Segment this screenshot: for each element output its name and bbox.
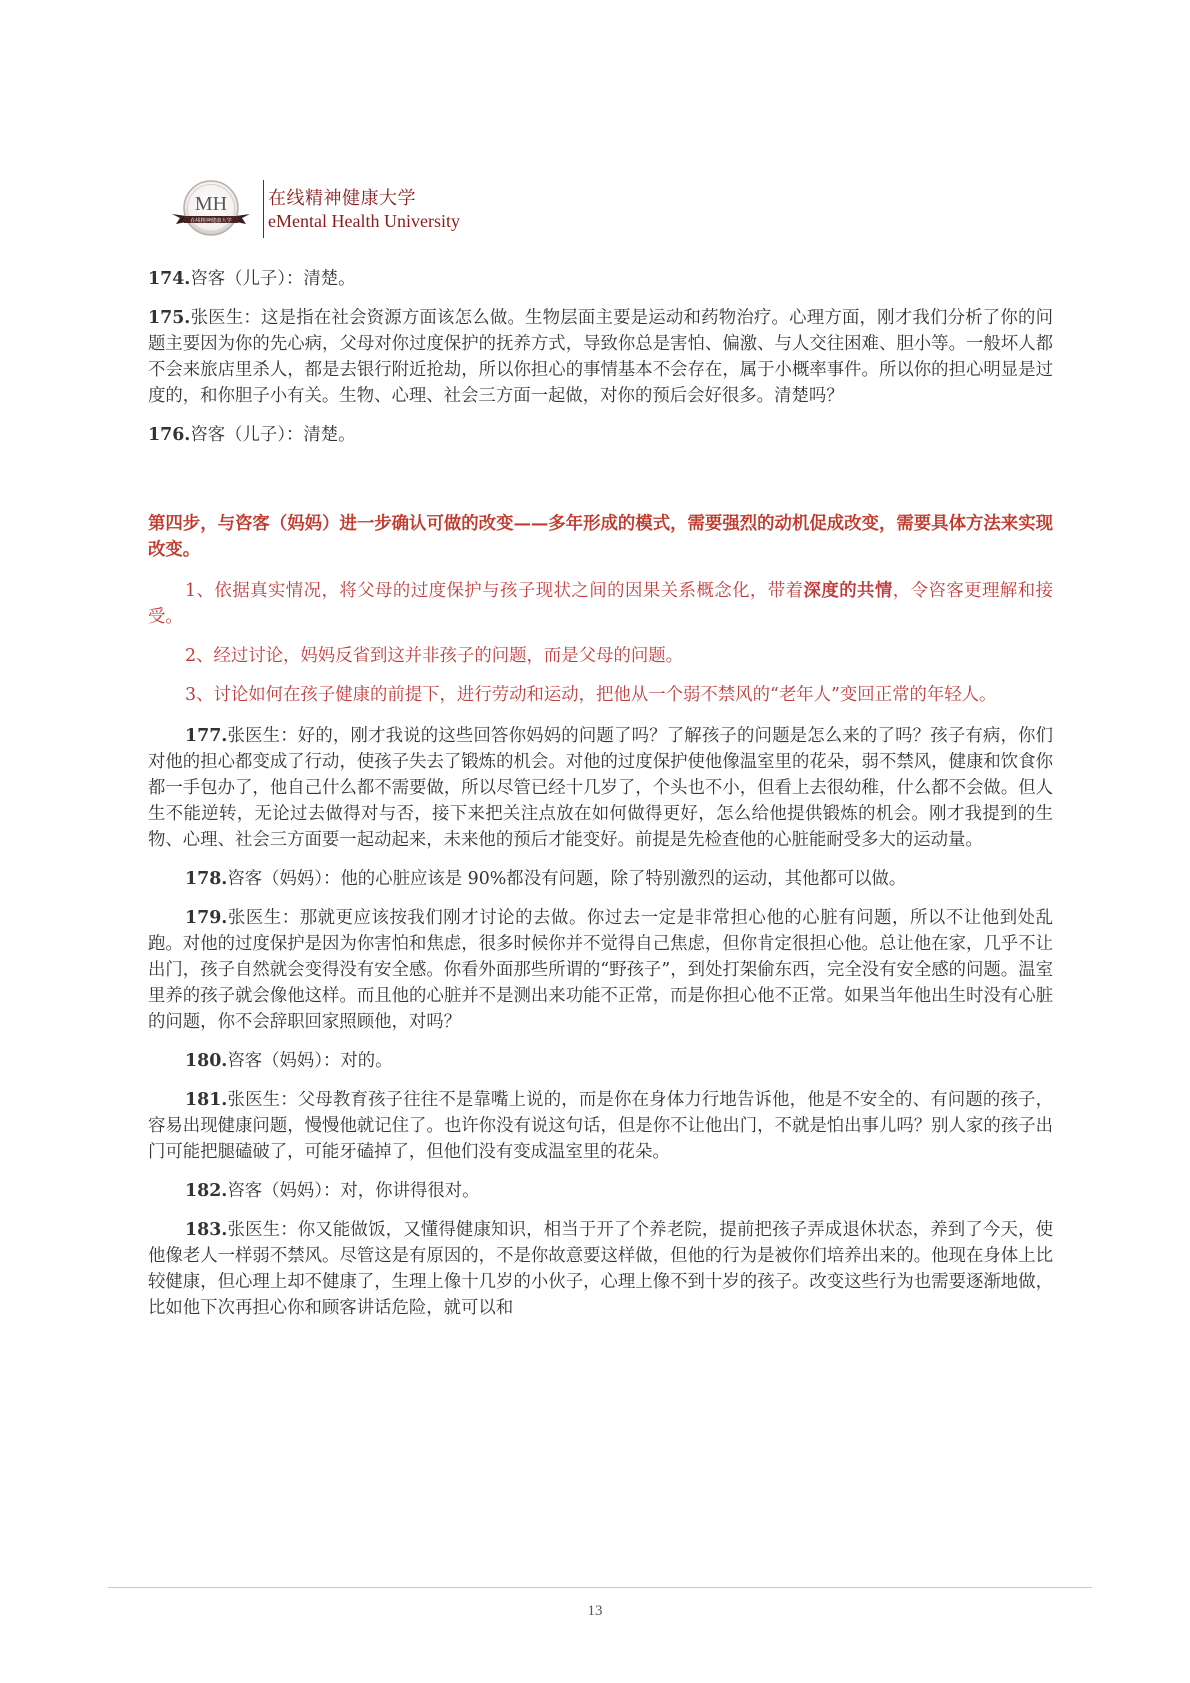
paragraph-175: 175.张医生：这是指在社会资源方面该怎么做。生物层面主要是运动和药物治疗。心理方面，刚才我们分析了你的问题主要因为你的先心病，父母对你过度保护的抚养方式，导致你总是害怕、偏激、与人交往困难、胆小等。一般坏人都不会来旅店里杀人，都是去银行附近抢劫，所以你担心的事情基本不会存在，属于小概率事件。所以你的担心明显是过度的，和你胆子小有关。生物、心理、社会三方面一起做，对你的预后会好很多。清楚吗？: [148, 308, 1053, 406]
paragraph-177: 177.张医生：好的，刚才我说的这些回答你妈妈的问题了吗？了解孩子的问题是怎么来的了吗？孩子有病，你们对他的担心都变成了行动，使孩子失去了锻炼的机会。对他的过度保护使他像温室里的花朵，弱不禁风，健康和饮食你都一手包办了，他自己什么都不需要做，所以尽管已经十几岁了，个头也不小，但看上去很幼稚，什么都不会做。但人生不能逆转，无论过去做得对与否，接下来把关注点放在如何做得更好，怎么给他提供锻炼的机会。刚才我提到的生物、心理、社会三方面要一起动起来，未来他的预后才能变好。前提是先检查他的心脏能耐受多大的运动量。: [148, 726, 1053, 850]
logo-mark: MH: [194, 193, 228, 215]
paragraph-176: 176.咨客（儿子）：清楚。: [148, 425, 356, 445]
paragraph-182: 182.咨客（妈妈）：对，你讲得很对。: [185, 1181, 480, 1201]
university-logo: [170, 178, 252, 242]
paragraph-183: 183.张医生：你又能做饭，又懂得健康知识，相当于开了个养老院，提前把孩子弄成退休状态，养到了今天，使他像老人一样弱不禁风。尽管这是有原因的，不是你故意要这样做，但他的行为是被你们培养出来的。他现在身体上比较健康，但心理上却不健康了，生理上像十几岁的小伙子，心理上像不到十岁的孩子。改变这些行为也需要逐渐地做，比如他下次再担心你和顾客讲话危险，就可以和: [148, 1220, 1053, 1318]
document-body: [148, 266, 1053, 1321]
svg-text:· · · · ·: · · · · ·: [206, 227, 216, 231]
logo-divider: [263, 180, 264, 238]
footer-divider: [108, 1587, 1092, 1588]
university-name-en: eMental Health University: [268, 211, 460, 231]
paragraph-179: 179.张医生：那就更应该按我们刚才讨论的去做。你过去一定是非常担心他的心脏有问题，所以不让他到处乱跑。对他的过度保护是因为你害怕和焦虑，很多时候你并不觉得自己焦虑，但你肯定很担心他。总让他在家，几乎不让出门，孩子自然就会变得没有安全感。你看外面那些所谓的“野孩子”，到处打架偷东西，完全没有安全感的问题。温室里养的孩子就会像他这样。而且他的心脏并不是测出来功能不正常，而是你担心他不正常。如果当年他出生时没有心脏的问题，你不会辞职回家照顾他，对吗？: [148, 908, 1053, 1032]
step4-point-1: 1、依据真实情况，将父母的过度保护与孩子现状之间的因果关系概念化，带着深度的共情，令咨客更理解和接受。: [148, 581, 1053, 627]
paragraph-181: 181.张医生：父母教育孩子往往不是靠嘴上说的，而是你在身体力行地告诉他，他是不安全的、有问题的孩子，容易出现健康问题，慢慢他就记住了。也许你没有说这句话，但是你不让他出门，不就是怕出事儿吗？别人家的孩子出门可能把腿磕破了，可能牙磕掉了，但他们没有变成温室里的花朵。: [148, 1090, 1053, 1162]
step4-heading: 第四步，与咨客（妈妈）进一步确认可做的改变——多年形成的模式，需要强烈的动机促成改变，需要具体方法来实现改变。: [148, 514, 1053, 560]
step4-point-2: 2、经过讨论，妈妈反省到这并非孩子的问题，而是父母的问题。: [185, 646, 684, 666]
page-header: [150, 178, 570, 242]
paragraph-178: 178.咨客（妈妈）：他的心脏应该是 90%都没有问题，除了特别激烈的运动，其他都可以做。: [185, 869, 907, 889]
page-number: 13: [587, 1603, 603, 1619]
logo-ribbon: 在线精神健康大学: [190, 218, 232, 224]
paragraph-174: 174.咨客（儿子）：清楚。: [148, 269, 356, 289]
paragraph-180: 180.咨客（妈妈）：对的。: [185, 1051, 393, 1071]
university-name-cn: 在线精神健康大学: [268, 188, 416, 209]
step4-point-3: 3、讨论如何在孩子健康的前提下，进行劳动和运动，把他从一个弱不禁风的“老年人”变回正常的年轻人。: [185, 685, 997, 705]
